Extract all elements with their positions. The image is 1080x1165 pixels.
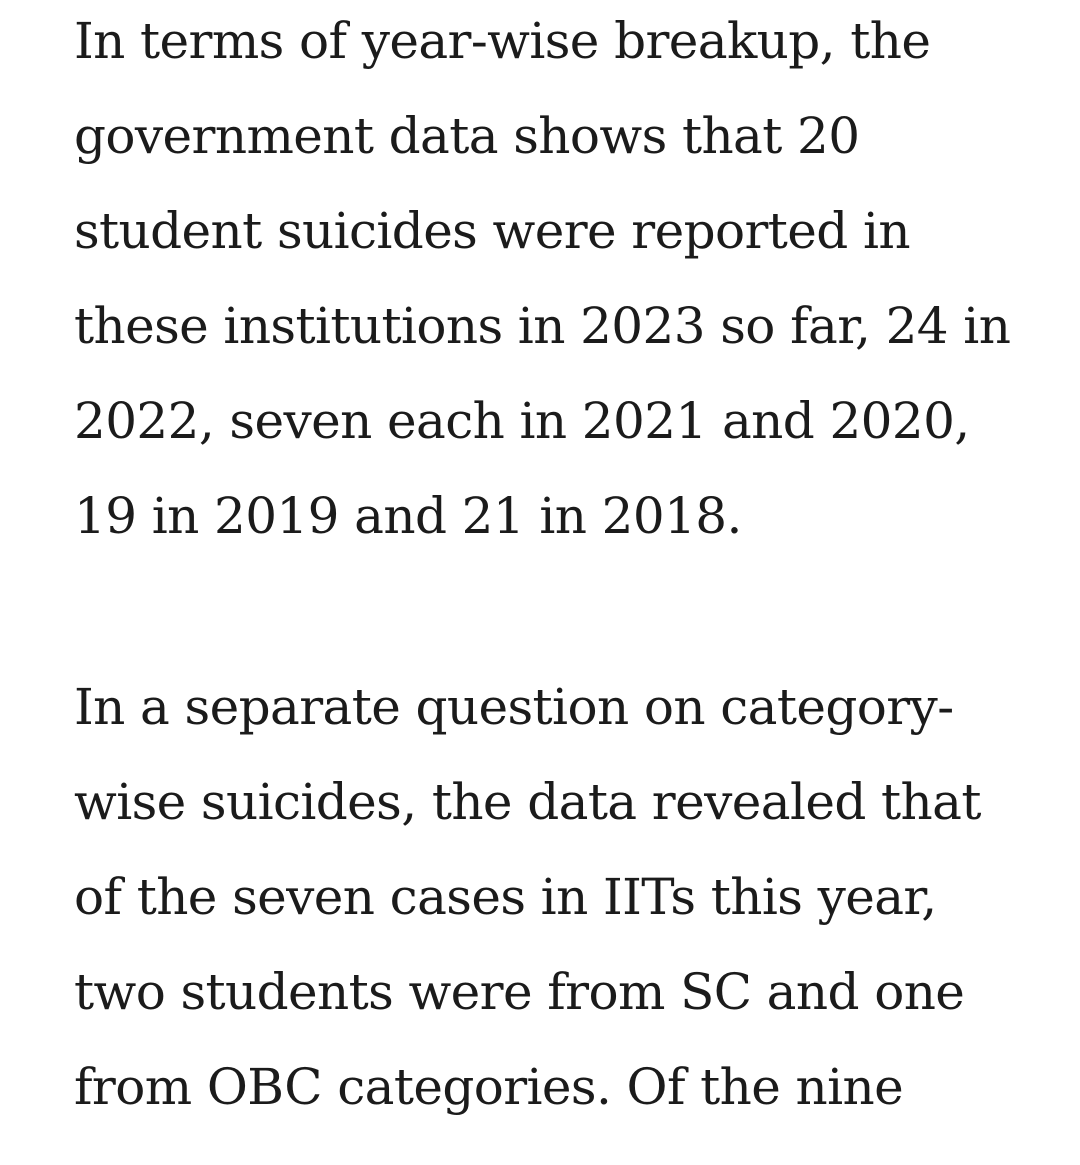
paragraph-year-wise xyxy=(74,0,1034,564)
paragraph-line: student suicides were reported in xyxy=(74,202,910,260)
paragraph-line: In terms of year-wise breakup, the xyxy=(74,12,931,70)
paragraph-category-wise xyxy=(74,660,1034,1135)
paragraph-line: 19 in 2019 and 21 in 2018. xyxy=(74,487,742,545)
paragraph-line: wise suicides, the data revealed that xyxy=(74,773,981,831)
paragraph-line: In a separate question on category- xyxy=(74,678,954,736)
paragraph-line: of the seven cases in IITs this year, xyxy=(74,868,937,926)
paragraph-line: government data shows that 20 xyxy=(74,107,860,165)
article-body xyxy=(74,0,1034,1135)
paragraph-line: 2022, seven each in 2021 and 2020, xyxy=(74,392,970,450)
paragraph-line: from OBC categories. Of the nine xyxy=(74,1058,904,1116)
paragraph-line: these institutions in 2023 so far, 24 in xyxy=(74,297,1011,355)
paragraph-line: two students were from SC and one xyxy=(74,963,965,1021)
